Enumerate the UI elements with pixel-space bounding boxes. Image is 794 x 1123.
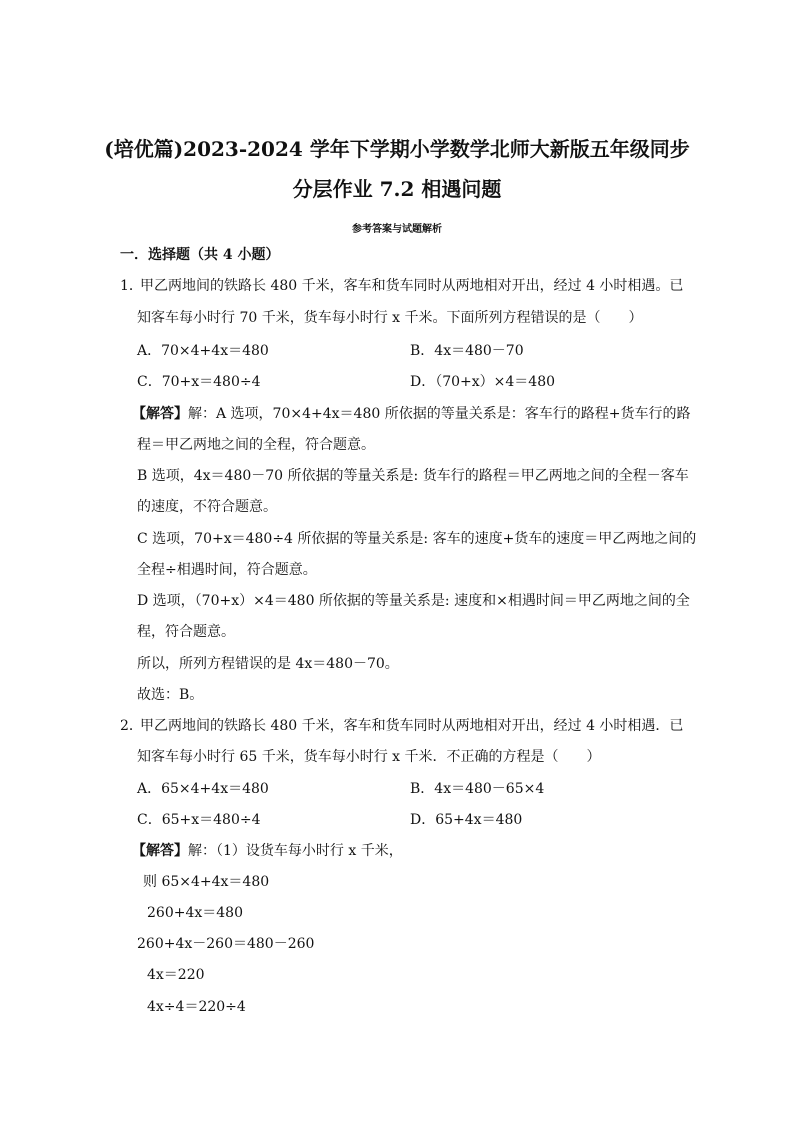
q1-answer-1: 解：A 选项，70×4+4x＝480 所依据的等量关系是：客车行的路程+货车行的路 <box>188 406 691 422</box>
q1-option-b: B．4x＝480－70 <box>410 343 524 359</box>
subtitle: 参考答案与试题解析 <box>352 224 442 235</box>
q2-answer-5: 4x＝220 <box>147 967 205 983</box>
q2-answer-4: 260+4x－260＝480－260 <box>137 936 315 952</box>
q2-stem-2: 知客车每小时行 65 千米，货车每小时行 x 千米．不正确的方程是（ ） <box>137 749 601 765</box>
q2-answer-tag: 【解答】 <box>132 843 188 859</box>
title-line-2: 分层作业 7.2 相遇问题 <box>292 177 502 201</box>
q2-text-line-1 <box>120 717 683 735</box>
q2-answer-line-1 <box>132 842 403 860</box>
q1-answer-4: 的速度，不符合题意。 <box>137 499 277 515</box>
q2-option-c: C．65+x＝480÷4 <box>137 812 261 828</box>
q1-answer-5: C 选项，70+x＝480÷4 所依据的等量关系是: 客车的速度+货车的速度＝甲乙两地之间的 <box>137 531 697 547</box>
q2-answer-6: 4x÷4＝220÷4 <box>147 999 246 1015</box>
q2-answer-1: 解：（1）设货车每小时行 x 千米， <box>188 843 403 859</box>
title-line-1: (培优篇)2023-2024 学年下学期小学数学北师大新版五年级同步 <box>104 137 690 161</box>
q1-stem-2: 知客车每小时行 70 千米，货车每小时行 x 千米。下面所列方程错误的是（ ） <box>137 310 643 326</box>
q1-answer-7: D 选项，（70+x）×4＝480 所依据的等量关系是: 速度和×相遇时间＝甲乙两地之间的全 <box>137 593 690 609</box>
q1-answer-10: 故选：B。 <box>137 687 204 703</box>
q1-answer-line-1 <box>132 405 690 423</box>
q2-option-d: D．65+4x＝480 <box>410 812 523 828</box>
q2-number: 2． <box>120 718 143 734</box>
q1-answer-2: 程＝甲乙两地之间的全程，符合题意。 <box>137 437 375 453</box>
q1-answer-9: 所以，所列方程错误的是 4x＝480－70。 <box>137 656 399 672</box>
q2-option-b: B．4x＝480－65×4 <box>410 781 545 797</box>
q2-stem-1: 甲乙两地间的铁路长 480 千米，客车和货车同时从两地相对开出，经过 4 小时相遇．已 <box>140 718 684 734</box>
q1-option-c: C．70+x＝480÷4 <box>137 374 261 390</box>
q1-number: 1． <box>120 278 143 294</box>
q1-answer-3: B 选项，4x＝480－70 所依据的等量关系是: 货车行的路程＝甲乙两地之间的全程－客车 <box>137 468 689 484</box>
q2-answer-3: 260+4x＝480 <box>147 905 243 921</box>
q1-option-a: A．70×4+4x＝480 <box>137 343 269 359</box>
q1-answer-8: 程，符合题意。 <box>137 624 235 640</box>
q1-answer-6: 全程÷相遇时间，符合题意。 <box>137 562 317 578</box>
q1-stem-1: 甲乙两地间的铁路长 480 千米，客车和货车同时从两地相对开出，经过 4 小时相遇。已 <box>140 278 684 294</box>
q1-option-d: D．（70+x）×4＝480 <box>410 374 556 390</box>
q2-option-a: A．65×4+4x＝480 <box>137 781 269 797</box>
q1-text-line-1 <box>120 277 683 295</box>
q2-answer-2: 则 65×4+4x＝480 <box>143 874 270 890</box>
section-heading: 一．选择题（共 4 小题） <box>120 247 280 263</box>
q1-answer-tag: 【解答】 <box>132 406 188 422</box>
